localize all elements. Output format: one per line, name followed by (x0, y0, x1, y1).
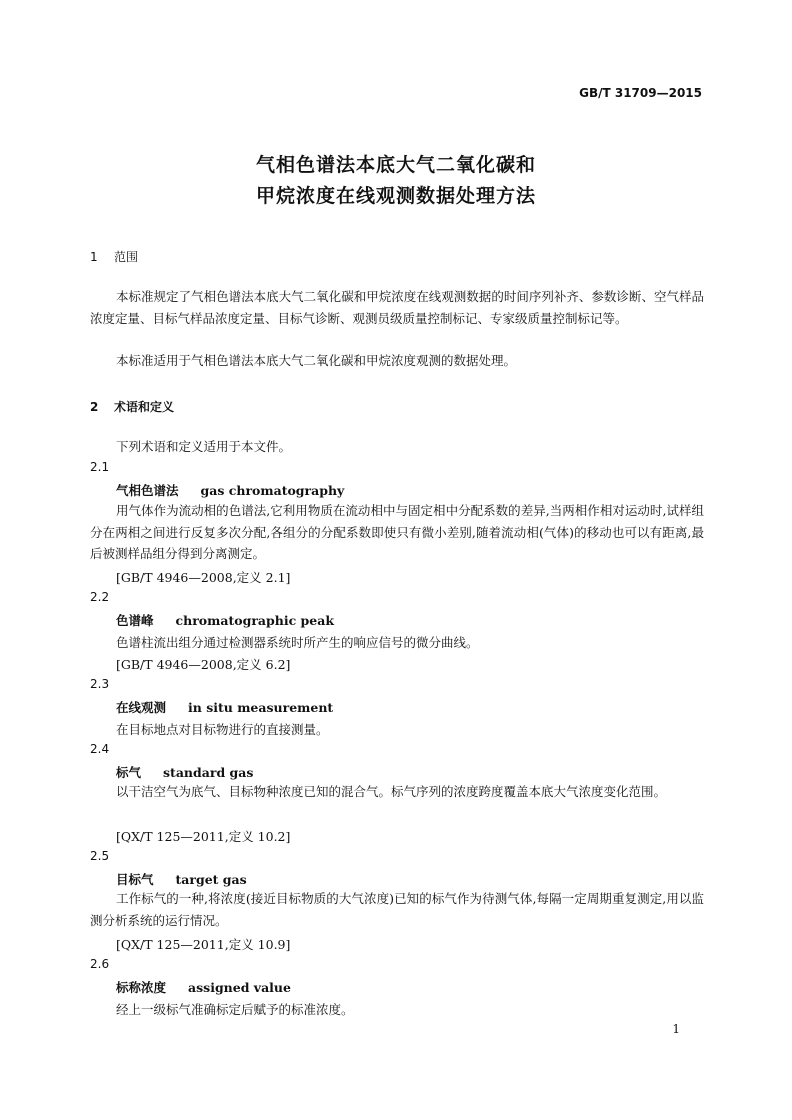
term-2-5-source: [QX/T 125—2011,定义 10.9] (116, 937, 291, 952)
term-2-5-zh: 目标气 (116, 872, 154, 887)
standard-code: GB/T 31709—2015 (579, 86, 702, 100)
term-2-5-definition: 工作标气的一种,将浓度(接近目标物质的大气浓度)已知的标气作为待测气体,每隔一定周期重复测定,用以监测分析系统的运行情况。 (90, 891, 704, 928)
term-2-3-en: in situ measurement (188, 700, 334, 715)
term-2-4-zh: 标气 (116, 765, 142, 780)
section-1-heading (90, 248, 138, 265)
section-2-number: 2 (90, 400, 99, 414)
term-2-2-number: 2.2 (90, 590, 110, 604)
term-2-5-en: target gas (175, 872, 247, 887)
page-number: 1 (672, 1022, 680, 1036)
term-2-1-en: gas chromatography (200, 483, 345, 498)
section-2-intro: 下列术语和定义适用于本文件。 (116, 439, 292, 454)
document-title-line-2: 甲烷浓度在线观测数据处理方法 (255, 185, 536, 207)
term-2-5-name (116, 870, 247, 888)
section-2-heading (90, 398, 174, 415)
document-title-line-1: 气相色谱法本底大气二氧化碳和 (255, 154, 536, 176)
term-2-4-source: [QX/T 125—2011,定义 10.2] (116, 829, 291, 844)
section-1-paragraph-2: 本标准适用于气相色谱法本底大气二氧化碳和甲烷浓度观测的数据处理。 (116, 353, 517, 368)
term-2-1-number: 2.1 (90, 460, 110, 474)
term-2-5-number: 2.5 (90, 849, 110, 863)
term-2-1-source: [GB/T 4946—2008,定义 2.1] (116, 570, 291, 585)
term-2-2-en: chromatographic peak (175, 613, 334, 628)
term-2-4-definition: 以干洁空气为底气、目标物种浓度已知的混合气。标气序列的浓度跨度覆盖本底大气浓度变化范围。 (116, 784, 667, 799)
section-2-title: 术语和定义 (114, 400, 175, 414)
term-2-6-name (116, 978, 291, 996)
term-2-3-zh: 在线观测 (116, 700, 167, 715)
term-2-3-number: 2.3 (90, 677, 110, 691)
term-2-1-definition: 用气体作为流动相的色谱法,它利用物质在流动相中与固定相中分配系数的差异,当两相作相对运动时,试样组分在两相之间进行反复多次分配,各组分的分配系数即使只有微小差别,随着流动相(气体)的移动也可以有距离,最后被测样品组分得到分离测定。 (90, 503, 704, 561)
term-2-2-zh: 色谱峰 (116, 613, 154, 628)
term-2-6-number: 2.6 (90, 957, 110, 971)
term-2-6-en: assigned value (188, 980, 291, 995)
term-2-4-number: 2.4 (90, 742, 110, 756)
term-2-1-name (116, 481, 344, 499)
term-2-2-name (116, 611, 334, 629)
term-2-6-definition: 经上一级标气准确标定后赋予的标准浓度。 (116, 1002, 354, 1017)
term-2-3-definition: 在目标地点对目标物进行的直接测量。 (116, 722, 329, 737)
term-2-3-name (116, 698, 333, 716)
term-2-2-source: [GB/T 4946—2008,定义 6.2] (116, 657, 291, 672)
term-2-4-en: standard gas (163, 765, 254, 780)
term-2-2-definition: 色谱柱流出组分通过检测器系统时所产生的响应信号的微分曲线。 (116, 635, 479, 650)
section-1-paragraph-1: 本标准规定了气相色谱法本底大气二氧化碳和甲烷浓度在线观测数据的时间序列补齐、参数诊断、空气样品浓度定量、目标气样品浓度定量、目标气诊断、观测员级质量控制标记、专家级质量控制标记等。 (90, 289, 704, 326)
term-2-6-zh: 标称浓度 (116, 980, 167, 995)
term-2-1-zh: 气相色谱法 (116, 483, 179, 498)
term-2-4-name (116, 763, 253, 781)
section-1-number: 1 (90, 250, 98, 264)
section-1-title: 范围 (114, 250, 139, 264)
